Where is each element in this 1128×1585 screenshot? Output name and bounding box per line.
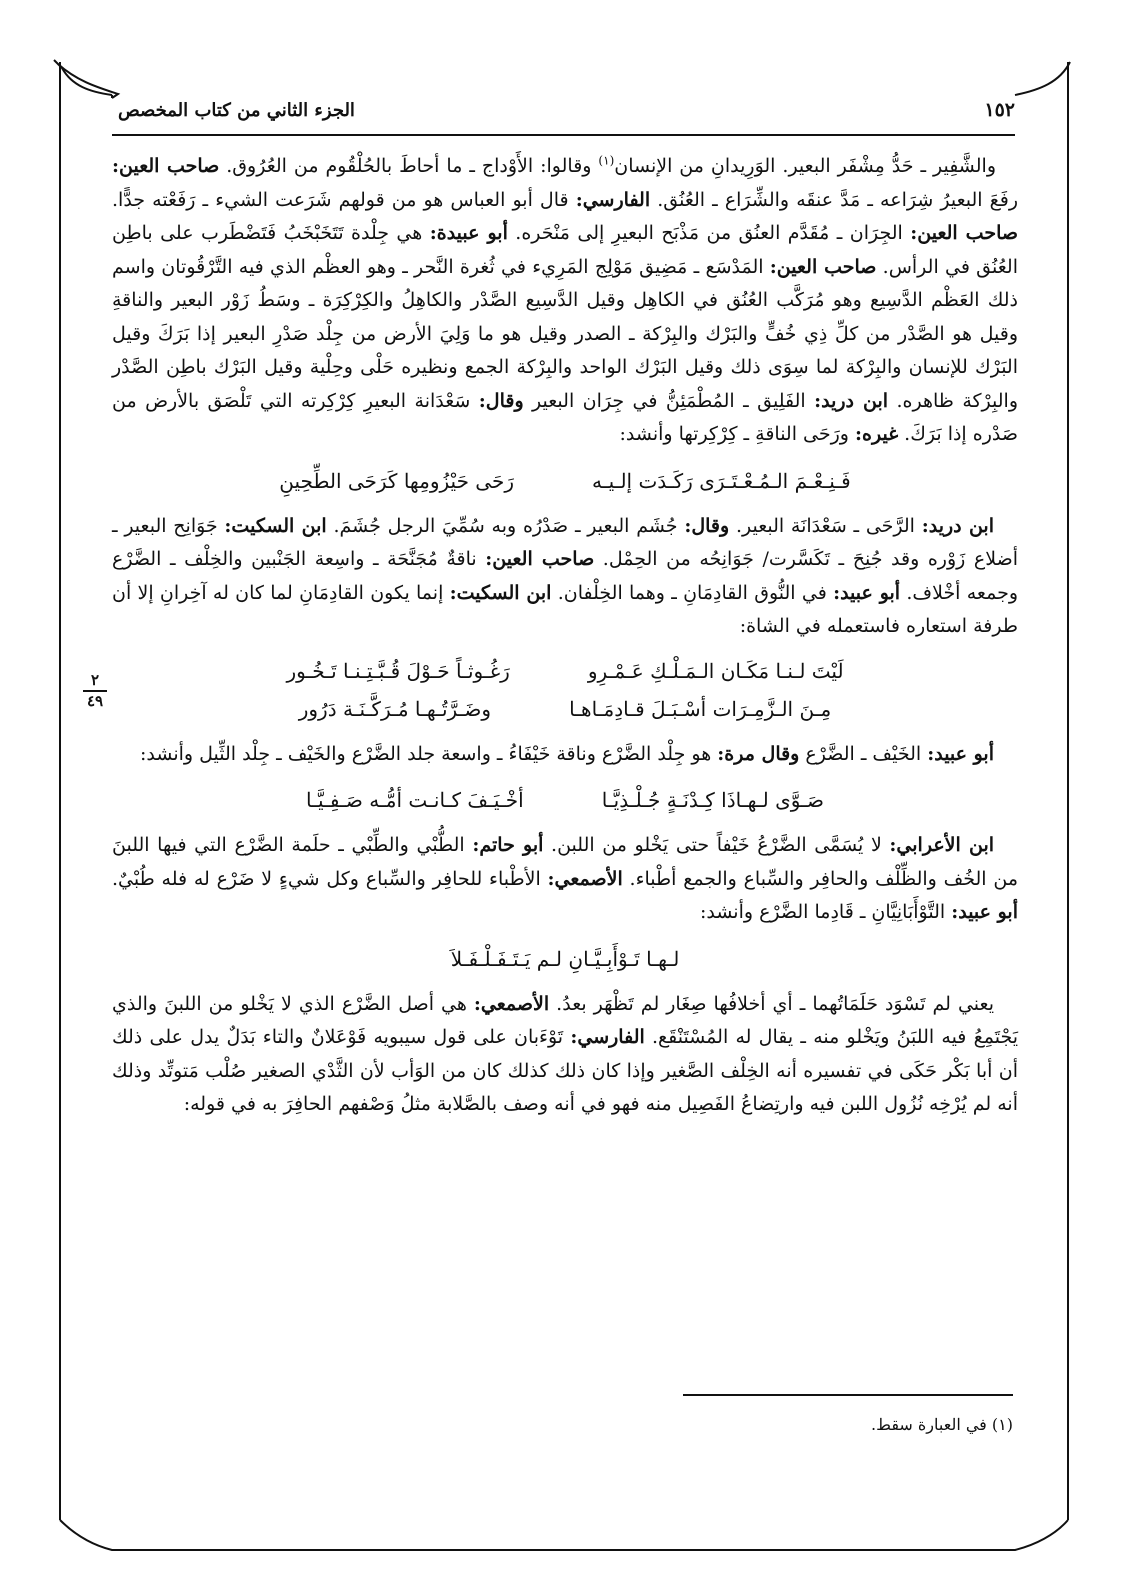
text-run: الطُّبْي والطِّبْي ـ حلَمة الضَّرْع التي فيها اللبنَ من الخُف والظِّلْف والحافِر والسِّباع والجمع أطْباء. [112, 834, 1019, 890]
author-label: ابن دريد: [814, 389, 889, 412]
footnote-mark: (١) [598, 153, 615, 168]
folio-top: ٢ [90, 671, 100, 689]
text-run: ناقةٌ مُجَنَّحَة ـ واسِعة الجَنْبين والخِلْف ـ الضَّرْع وجمعه أخْلاف. [112, 548, 1018, 604]
verse-line [112, 462, 1018, 500]
author-label: وقال مرة: [717, 742, 800, 765]
author-label: صاحب العين: [485, 548, 595, 570]
text-run: المَدْسَع ـ مَضِيق مَوْلِج المَرِيء في ثُغرة النَّحر ـ وهو العظْم الذي فيه التَّرْقُوتان واسم ذلك العَظْم الدَّسِيع وهو مُرَكَّب العُنُق في الكاهِل وقيل الدَّسِيع الصَّدْر والكاهِلُ والكِرْكِرَة ـ وسَطُ زَوْر البعير والناقةِ وقيل هو الصَّدْر من كلِّ ذِي خُفٍّ والبَرْك والبِرْكة ـ الصدر وقيل هو ما وَلِيَ الأرض من جِلْد صَدْرِ البعير إذا بَرَكَ وقيل البَرْك للإنسان والبِرْكة لما سِوَى ذلك وقيل البَرْك الواحد والبِرْكة الجمع ونظيره حَلْى وحِلْية وقيل البَرْك باطِن الصَّدْر والبِرْكة ظاهره. [112, 255, 1019, 412]
text-run: الجِرَان ـ مُقَدَّم العنُق من مَذْبَح البعيرِ إلى مَنْحَره. [507, 222, 911, 244]
text-run: الرَّحَى ـ سَعْدَانَة البعير. [729, 514, 922, 537]
author-label: ابن دريد: [921, 514, 994, 537]
verse-hemistich-first: لَيْتَ لـنـا مَكَـان الـمَـلْـكِ عَـمْـرِو [587, 658, 844, 683]
text-run: إنما يكون القادِمَانِ لما كان له آخِرانِ إلا أن طرفة استعاره فاستعمله في الشاة: [112, 581, 1018, 637]
text-run: سَعْدَانة البعيرِ كِرْكِرته التي تَلْصَق بالأرض من صَدْره إذا بَرَكَ. [112, 389, 1018, 445]
author-label: غيره: [855, 423, 899, 445]
verse-line [112, 781, 1018, 819]
author-label: الفارسي: [575, 188, 651, 211]
verse-hemistich-single: لـهـا تَـوْأَبِـيَّـانِ لـم يَـتَـفَـلْـفَـلاَ [450, 946, 680, 971]
text-run: الأطْباء للحافِر والسِّباع وكل شيءٍ لا ضَرْع له فله طُبْيٌ. [112, 867, 548, 890]
author-label: أبو حاتم: [472, 834, 544, 856]
footnote-separator [683, 1394, 1013, 1396]
text-run: قال أبو العباس هو من قولهم شَرَعت الشيء ـ رَفَعْته جدًّا. [112, 188, 576, 211]
manuscript-folio-marker [80, 672, 110, 710]
text-run: تَوْءَبان على قول سيبويه فَوْعَلانٌ والتاء بَدَلٌ يدل على ذلك أن أبا بَكْر حَكَى في تفسيره أنه الخِلْف الصَّغير وإذا كان ذلك كذلك كان من الوَأب لأن الثَّدْي الصغير صُلْب مَتوتِّد وذلك أنه لم يُرْخِه نُزُول اللبن فيه وارتِضاعُ الفَصِيل منه فهو في أنه وصف بالصَّلابة مثلُ وَصْفهم الحافِرَ به في قوله: [112, 1026, 1018, 1115]
running-title: الجزء الثاني من كتاب المخصص [118, 99, 355, 121]
text-run: هي أصل الضَّرْع الذي لا يَخْلو من اللبنَ والذي يَجْتَمِعُ فيه اللبَنُ ويَخْلو منه ـ يقال له المُسْتَنْقَع. [112, 992, 1019, 1048]
verse-hemistich-first: فَـنِـعْـمَ الـمُـعْـتَـرَى رَكَـدَت إلـيـه [591, 468, 851, 493]
folio-bottom: ٤٩ [86, 692, 104, 710]
text-run: لا يُسَمَّى الضَّرْعُ خَيْفاً حتى يَخْلو من اللبن. [543, 834, 890, 856]
verse-hemistich-first: مِـنَ الـزَّمِـرَات أسْـبَـلَ قـادِمَـاهـا [569, 696, 832, 721]
author-label: وقال: [684, 514, 730, 537]
text-run: يعني لم تَسْوَد حَلَمَاتُهما ـ أي أخلافُها صِغَار لم تَظْهَر بعدُ. [549, 992, 994, 1015]
author-label: الأصمعي: [473, 992, 550, 1015]
verse-hemistich-second: أخْـيَـفَ كـانـت أمُّـه صَـفِـيَّـا [306, 788, 524, 812]
author-label: أبو عبيدة: [429, 222, 508, 244]
text-run: هو جِلْد الضَّرْع وناقة خَيْفَاءُ ـ واسعة جلد الضَّرْع والخَيْف ـ جِلْد الثِّيل وأنشد: [140, 742, 718, 765]
author-label: أبو عبيد: [951, 901, 1018, 923]
author-label: الأصمعي: [547, 867, 623, 890]
verse-line [112, 940, 1018, 978]
author-label: ابن السكيت: [224, 514, 327, 537]
page-number: ١٥٢ [984, 99, 1015, 121]
paragraph-4 [112, 829, 1018, 930]
paragraph-5 [112, 988, 1018, 1122]
text-run: الفَلِيق ـ المُطْمَئِنُّ في جِرَان البعير [523, 389, 815, 412]
author-label: وقال: [478, 389, 524, 412]
verse-line [112, 652, 1018, 690]
page-header [118, 93, 1015, 127]
text-run: والشَّفِير ـ حَدُّ مِشْفَر البعير. الوَرِيدانِ من الإنسان [614, 155, 996, 177]
author-label: الفارسي: [570, 1026, 645, 1048]
author-label: صاحب العين: [910, 222, 1019, 244]
text-run: في النُّوق القادِمَانِ ـ وهما الخِلْفان. [551, 581, 834, 604]
author-label: صاحب العين: [112, 155, 220, 177]
text-run: وقالوا: الأَوْداج ـ ما أحاطَ بالحُلْقُوم من العُرُوق. [219, 155, 599, 177]
author-label: ابن السكيت: [449, 581, 552, 604]
text-run: هي جِلْدة تَتَخَبْخَبُ فَتَضْطَرب على باطِن العُنُق في الرأس. [112, 222, 1018, 278]
author-label: أبو عبيد: [927, 742, 994, 765]
main-text [112, 150, 1018, 1128]
text-run: ورَحَى الناقةِ ـ كِرْكِرتها وأنشد: [619, 423, 856, 445]
text-run: الخَيْف ـ الضَّرْع [799, 742, 928, 765]
verse-hemistich-second: رَحَى حَيْزُومِها كَرَحَى الطِّحِينِ [279, 468, 514, 493]
author-label: أبو عبيد: [833, 581, 901, 604]
author-label: ابن الأعرابي: [889, 834, 995, 856]
verse-hemistich-first: صَـوَّى لـهـاذَا كِـدْنَـةٍ جُـلْـذِيَّـا [601, 788, 824, 812]
paragraph-2 [112, 510, 1018, 644]
verse-block [112, 652, 1018, 728]
text-run: جَوَانِح البعير ـ أضلاع زَوْره وقد جُنِحَ ـ تَكَسَّرت/ جَوَانِحُه من الحِمْل. [112, 514, 1018, 570]
text-run: جُشَم البعير ـ صَدْرُه وبه سُمِّيَ الرجل جُشَمَ. [326, 514, 685, 537]
text-run: التَّوْأَبَانِيَّانِ ـ قَادِما الضَّرْع وأنشد: [699, 901, 952, 923]
paragraph-1 [112, 150, 1018, 452]
footnote: (١) في العبارة سقط. [871, 1415, 1013, 1434]
verse-hemistich-second: رَغُـوثـاً حَـوْلَ قُـبَّـتِـنـا تَـخُـور [286, 658, 510, 683]
text-run: رفَعَ البعيرُ شِرَاعه ـ مَدَّ عنقَه والشِّرَاع ـ العُنُق. [650, 188, 1018, 211]
verse-hemistich-second: وضَـرَّتُـهـا مُـرَكَّـنَـة دَرُور [298, 696, 492, 721]
verse-line [112, 690, 1018, 728]
author-label: صاحب العين: [769, 255, 877, 278]
paragraph-3 [112, 738, 1018, 772]
